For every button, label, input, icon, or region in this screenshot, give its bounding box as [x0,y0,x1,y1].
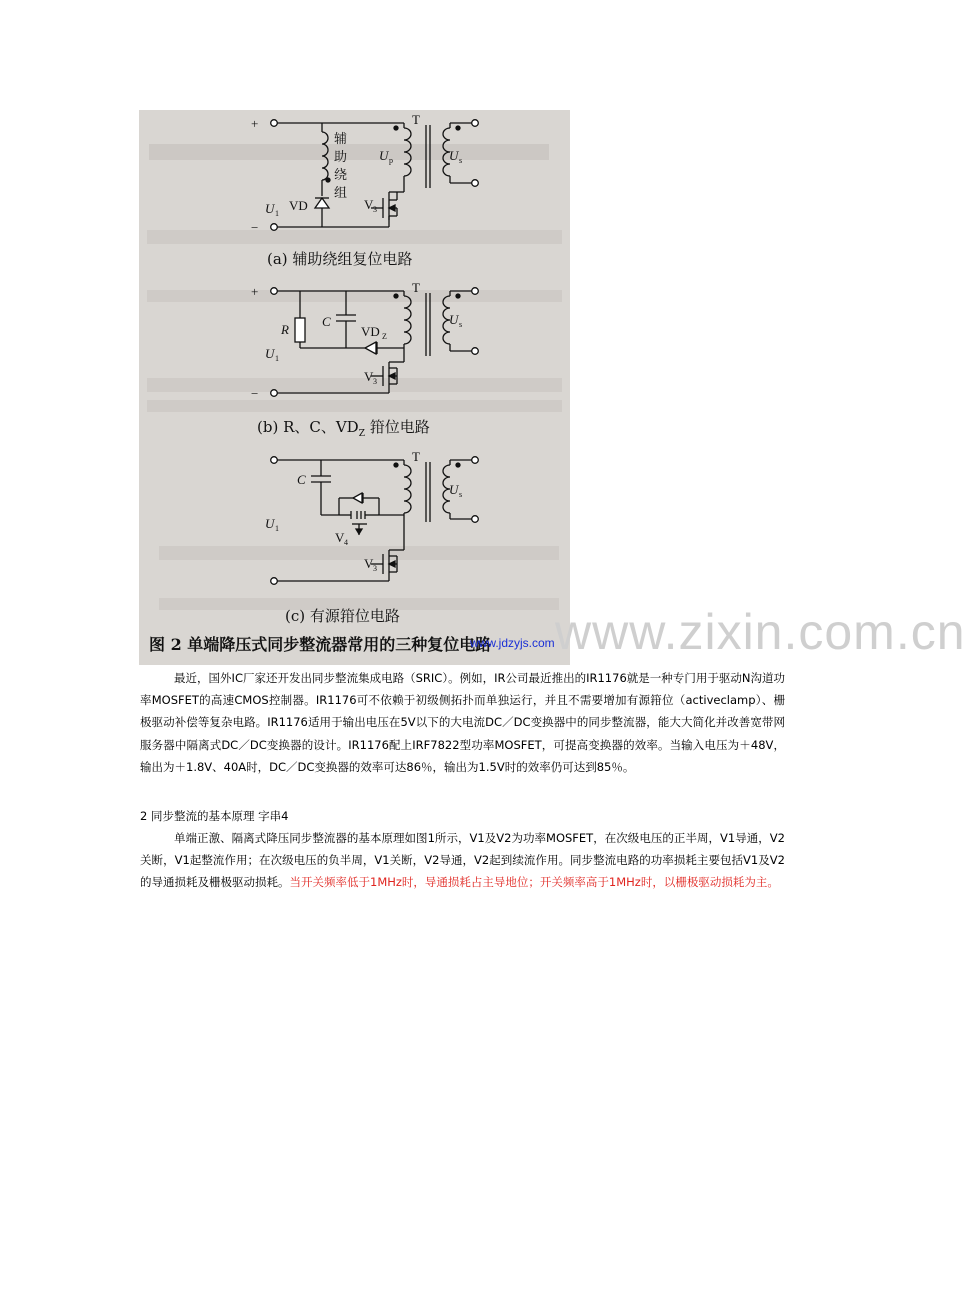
aux-char-3: 绕 [334,167,348,182]
us-sub-b: s [459,320,463,329]
v3-label-c: V [364,556,374,571]
us-sub-c: s [459,490,463,499]
u1-sub-b: 1 [275,354,279,363]
t-label-c: T [412,449,420,464]
u1-label-b: U [265,346,275,361]
plus-label-b: + [251,284,259,299]
circuit-figure-scan [139,110,570,665]
u1-label-a: U [265,201,275,216]
r-label: R [281,322,289,337]
vdz-sub: Z [382,332,387,341]
plus-label-a: + [251,116,259,131]
figure-title: 图 2 单端降压式同步整流器常用的三种复位电路 [149,635,492,654]
caption-b-main: (b) R、C、VD [257,418,359,436]
caption-b-tail: 箝位电路 [364,418,430,436]
aux-char-2: 助 [334,149,348,164]
principle-highlight: 当开关频率低于1MHz时，导通损耗占主导地位；开关频率高于1MHz时，以栅极驱动损耗为主。 [289,875,779,890]
v3-sub-a: 3 [373,205,377,214]
paragraph-sric: 最近，国外IC厂家还开发出同步整流集成电路（SRIC）。例如，IR公司最近推出的IR1176就是一种专门用于驱动N沟道功率MOSFET的高速CMOS控制器。IR1176可不依赖于初级侧拓扑而单独运行，并且不需要增加有源箝位（activeclamp）、栅极驱动补偿等复杂电路。IR1176适用于输出电压在5V以下的大电流DC／DC变换器中的同步整流器，能大大简化并改善宽带网服务器中隔离式DC／DC变换器的设计。IR1176配上IRF7822型功率MOSFET，可提高变换器的效率。当输入电压为＋48V，输出为＋1.8V、40A时，DC／DC变换器的效率可达86％，输出为1.5V时的效率仍可达到85％。 [140,671,785,774]
us-sub-a: s [459,156,463,165]
v3-label-b: V [364,369,374,384]
aux-char-4: 组 [334,185,348,200]
small-watermark: www.jdzyjs.com [470,636,555,650]
minus-label-b: − [251,386,259,401]
up-label: U [379,148,389,163]
principle-text: 单端正激、隔离式降压同步整流器的基本原理如图1所示，V1及V2为功率MOSFET，在次级电压的正半周，V1导通，V2关断，V1起整流作用；在次级电压的负半周，V1关断，V2导通，V2起到续流作用。同步整流电路的功率损耗主要包括V1及V2的导通损耗及栅极驱动损耗。 [140,831,785,890]
v3-sub-c: 3 [373,564,377,573]
section-heading: 2 同步整流的基本原理 字串4 [140,809,289,823]
t-label-a: T [412,112,420,127]
paragraph-principle [140,827,785,894]
u1-sub-c: 1 [275,524,279,533]
caption-b [257,418,430,439]
us-label-a: U [449,148,459,163]
aux-char-1: 辅 [334,131,348,146]
caption-a: (a) 辅助绕组复位电路 [267,250,413,268]
u1-label-c: U [265,516,275,531]
v3-label-a: V [364,197,374,212]
vdz-label: VD [361,324,380,339]
c-label-c: C [297,472,306,487]
vd-label: VD [289,198,308,213]
v3-sub-b: 3 [373,377,377,386]
v4-label: V [335,530,345,545]
u1-sub-a: 1 [275,209,279,218]
minus-label-a: − [251,220,259,235]
caption-b-sub: Z [358,429,365,439]
caption-c: (c) 有源箝位电路 [285,607,400,625]
c-label-b: C [322,314,331,329]
site-watermark: www.zixin.com.cn [555,604,966,660]
v4-sub: 4 [344,538,348,547]
t-label-b: T [412,280,420,295]
us-label-c: U [449,482,459,497]
up-sub: p [389,156,393,165]
us-label-b: U [449,312,459,327]
